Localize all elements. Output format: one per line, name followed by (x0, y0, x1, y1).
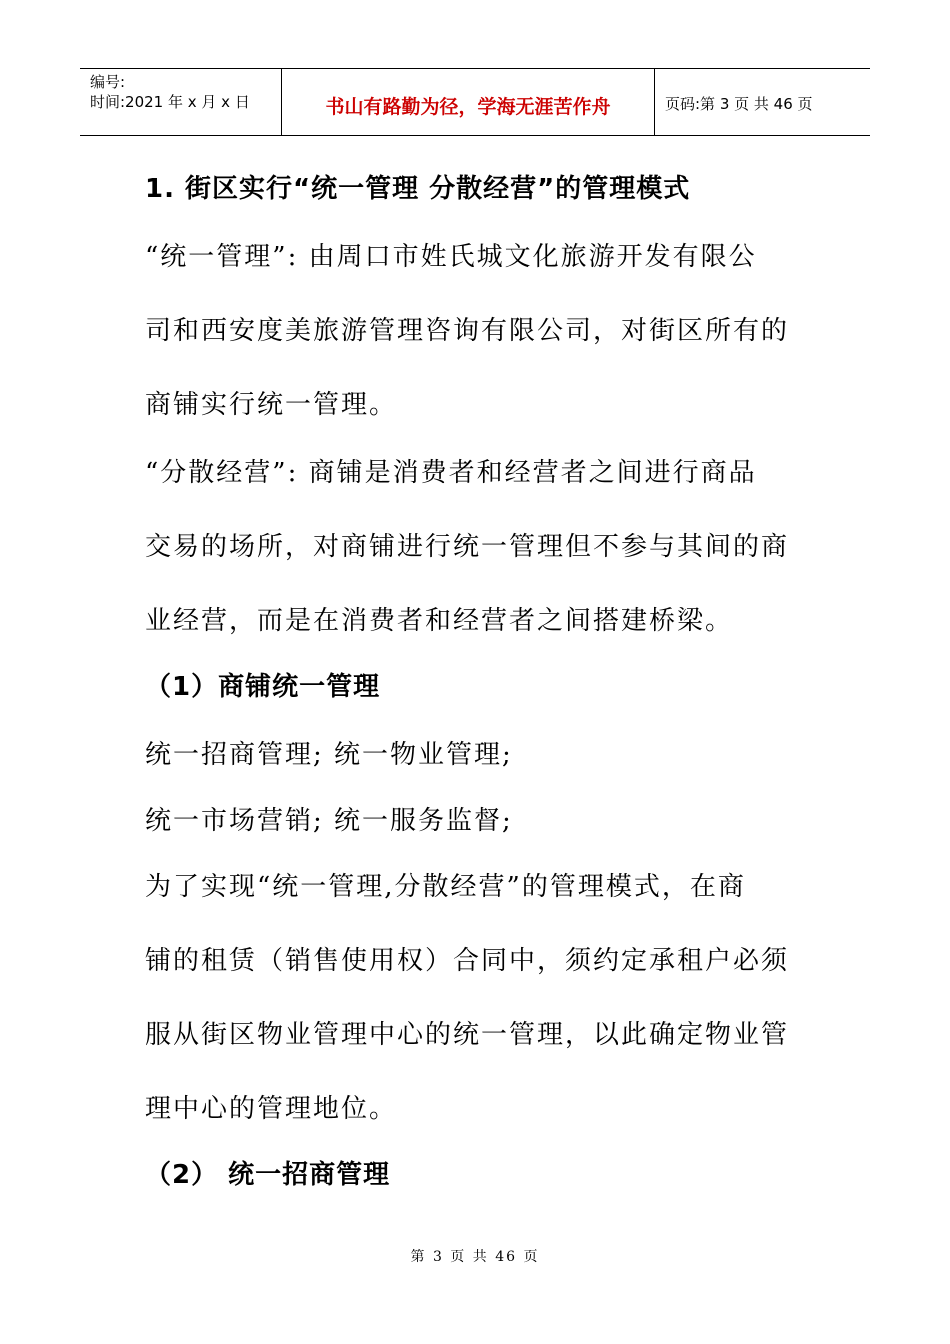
paragraph-3-line-4: 理中心的管理地位。 (145, 1094, 398, 1124)
paragraph-2-line-1: “分散经营”: 商铺是消费者和经营者之间进行商品 (145, 458, 757, 488)
header-time-label: 时间:2021 年 x 月 x 日 (90, 93, 250, 111)
list-line-2: 统一市场营销; 统一服务监督; (145, 806, 513, 836)
list-line-1: 统一招商管理; 统一物业管理; (145, 740, 513, 770)
page-footer: 第 3 页 共 46 页 (410, 1249, 540, 1265)
section-heading-3: （2） 统一招商管理 (145, 1160, 391, 1190)
paragraph-2-line-3: 业经营，而是在消费者和经营者之间搭建桥梁。 (145, 606, 734, 636)
paragraph-3-line-2: 铺的租赁（销售使用权）合同中，须约定承租户必须 (145, 946, 790, 976)
section-heading-1: 1. 街区实行“统一管理 分散经营”的管理模式 (145, 174, 691, 204)
paragraph-3-line-1: 为了实现“统一管理,分散经营”的管理模式，在商 (145, 872, 746, 902)
paragraph-3-line-3: 服从街区物业管理中心的统一管理，以此确定物业管 (145, 1020, 790, 1050)
header-meta-cell (80, 69, 282, 135)
page-header (80, 68, 870, 136)
paragraph-2-line-2: 交易的场所，对商铺进行统一管理但不参与其间的商 (145, 532, 790, 562)
header-motto: 书山有路勤为径，学海无涯苦作舟 (282, 69, 655, 135)
paragraph-1-line-3: 商铺实行统一管理。 (145, 390, 398, 420)
section-heading-2: （1）商铺统一管理 (145, 672, 381, 702)
header-page-info: 页码:第 3 页 共 46 页 (665, 94, 813, 113)
header-number-label: 编号: (90, 73, 126, 91)
paragraph-1-line-2: 司和西安度美旅游管理咨询有限公司，对街区所有的 (145, 316, 790, 346)
paragraph-1-line-1: “统一管理”: 由周口市姓氏城文化旅游开发有限公 (145, 242, 757, 272)
